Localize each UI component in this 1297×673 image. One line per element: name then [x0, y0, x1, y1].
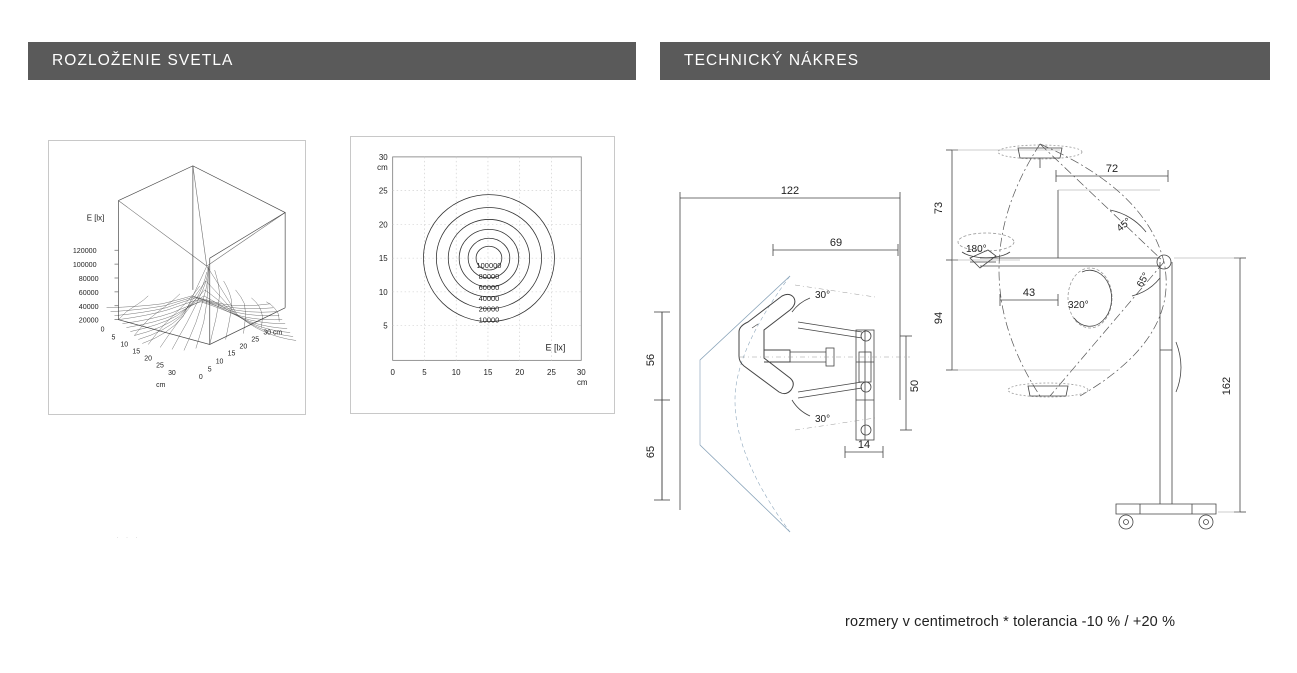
contour-level-5: 10000 [478, 315, 500, 325]
chart-3d-surface-svg [49, 141, 305, 414]
angle-swing-upper: 30° [815, 290, 831, 301]
angle-swing-lower: 30° [815, 414, 831, 425]
chart3d-ytick-4: 20 [239, 343, 248, 351]
chart3d-ytick-0: 0 [198, 374, 203, 382]
contour-xtick-20: 20 [515, 368, 525, 378]
chart-2d-contour [350, 136, 615, 414]
dim-bracket-width: 50 [909, 379, 921, 393]
faint-watermark: · · · [116, 532, 140, 542]
contour-ytick-10: 10 [378, 287, 388, 297]
dim-height-top: 73 [933, 201, 945, 215]
light-distribution-panel [28, 100, 636, 542]
technical-drawing-panel [640, 100, 1280, 570]
contour-legend-label: E [lx] [545, 342, 566, 353]
chart3d-ylabel: cm [156, 382, 166, 390]
dim-column-offset: 43 [1022, 287, 1036, 299]
chart3d-ztick-5: 20000 [78, 316, 99, 325]
section-title-light-distribution: ROZLOŽENIE SVETLA [52, 52, 234, 69]
contour-ytick-15: 15 [378, 254, 388, 264]
contour-xtick-5: 5 [422, 368, 427, 378]
chart3d-ytick-5: 25 [251, 336, 260, 344]
chart3d-ztick-2: 80000 [78, 274, 99, 283]
chart3d-xtick-4: 20 [144, 355, 152, 363]
angle-arm-tilt: 45° [1114, 216, 1134, 235]
chart-2d-contour-svg [351, 137, 614, 413]
contour-ytick-30: 30 [378, 152, 388, 162]
chart3d-ytick-3: 15 [227, 350, 236, 358]
dim-depth-lower: 65 [645, 445, 657, 459]
contour-level-3: 40000 [478, 293, 500, 303]
contour-level-2: 60000 [478, 282, 500, 292]
dim-bracket-depth: 14 [857, 439, 871, 451]
contour-ylabel: cm [377, 162, 388, 172]
dim-depth-upper: 56 [645, 353, 657, 367]
dimensions-footnote: rozmery v centimetroch * tolerancia -10 % / +20 % [845, 614, 1176, 630]
dim-total-height: 162 [1221, 376, 1233, 396]
contour-xtick-10: 10 [451, 368, 461, 378]
contour-level-1: 80000 [478, 271, 500, 281]
chart3d-ztick-0: 120000 [72, 247, 97, 256]
chart3d-ytick-2: 10 [215, 358, 224, 366]
contour-xtick-15: 15 [483, 368, 493, 378]
dim-arm-segment: 69 [829, 237, 843, 249]
chart3d-ztick-4: 40000 [78, 302, 99, 311]
contour-ytick-20: 20 [378, 220, 388, 230]
chart3d-ztick-1: 100000 [72, 261, 97, 270]
contour-ytick-25: 25 [378, 186, 388, 196]
contour-level-4: 20000 [478, 304, 500, 314]
chart3d-xtick-1: 5 [111, 334, 116, 342]
angle-base-rotation: 320° [1068, 300, 1089, 311]
chart3d-xtick-0: 0 [100, 326, 105, 334]
section-title-technical-drawing: TECHNICKÝ NÁKRES [684, 52, 860, 69]
chart3d-xtick-6: 30 [168, 370, 176, 378]
section-header-light-distribution [28, 42, 636, 80]
chart3d-ytick-1: 5 [207, 366, 212, 374]
dim-height-bottom: 94 [933, 311, 945, 325]
contour-xtick-25: 25 [547, 368, 556, 378]
chart3d-xtick-5: 25 [156, 362, 164, 370]
dim-arm-length: 72 [1105, 163, 1119, 175]
chart3d-xtick-3: 15 [132, 348, 141, 356]
chart3d-zlabel: E [lx] [86, 213, 105, 223]
contour-ytick-5: 5 [383, 321, 388, 331]
chart-3d-surface [48, 140, 306, 415]
contour-xlabel: cm [576, 378, 588, 388]
angle-joint: 65° [1135, 270, 1153, 290]
chart3d-xtick-2: 10 [120, 341, 129, 349]
contour-level-0: 100000 [476, 261, 502, 271]
contour-xtick-0: 0 [390, 368, 395, 378]
contour-xtick-30: 30 [576, 368, 586, 378]
chart3d-ztick-3: 60000 [78, 288, 99, 297]
technical-drawing-svg [640, 100, 1280, 570]
chart3d-xunit: 30 cm [263, 329, 283, 337]
angle-head-rotation: 180° [966, 244, 987, 255]
dim-total-reach: 122 [780, 185, 800, 197]
section-header-technical-drawing [660, 42, 1270, 80]
